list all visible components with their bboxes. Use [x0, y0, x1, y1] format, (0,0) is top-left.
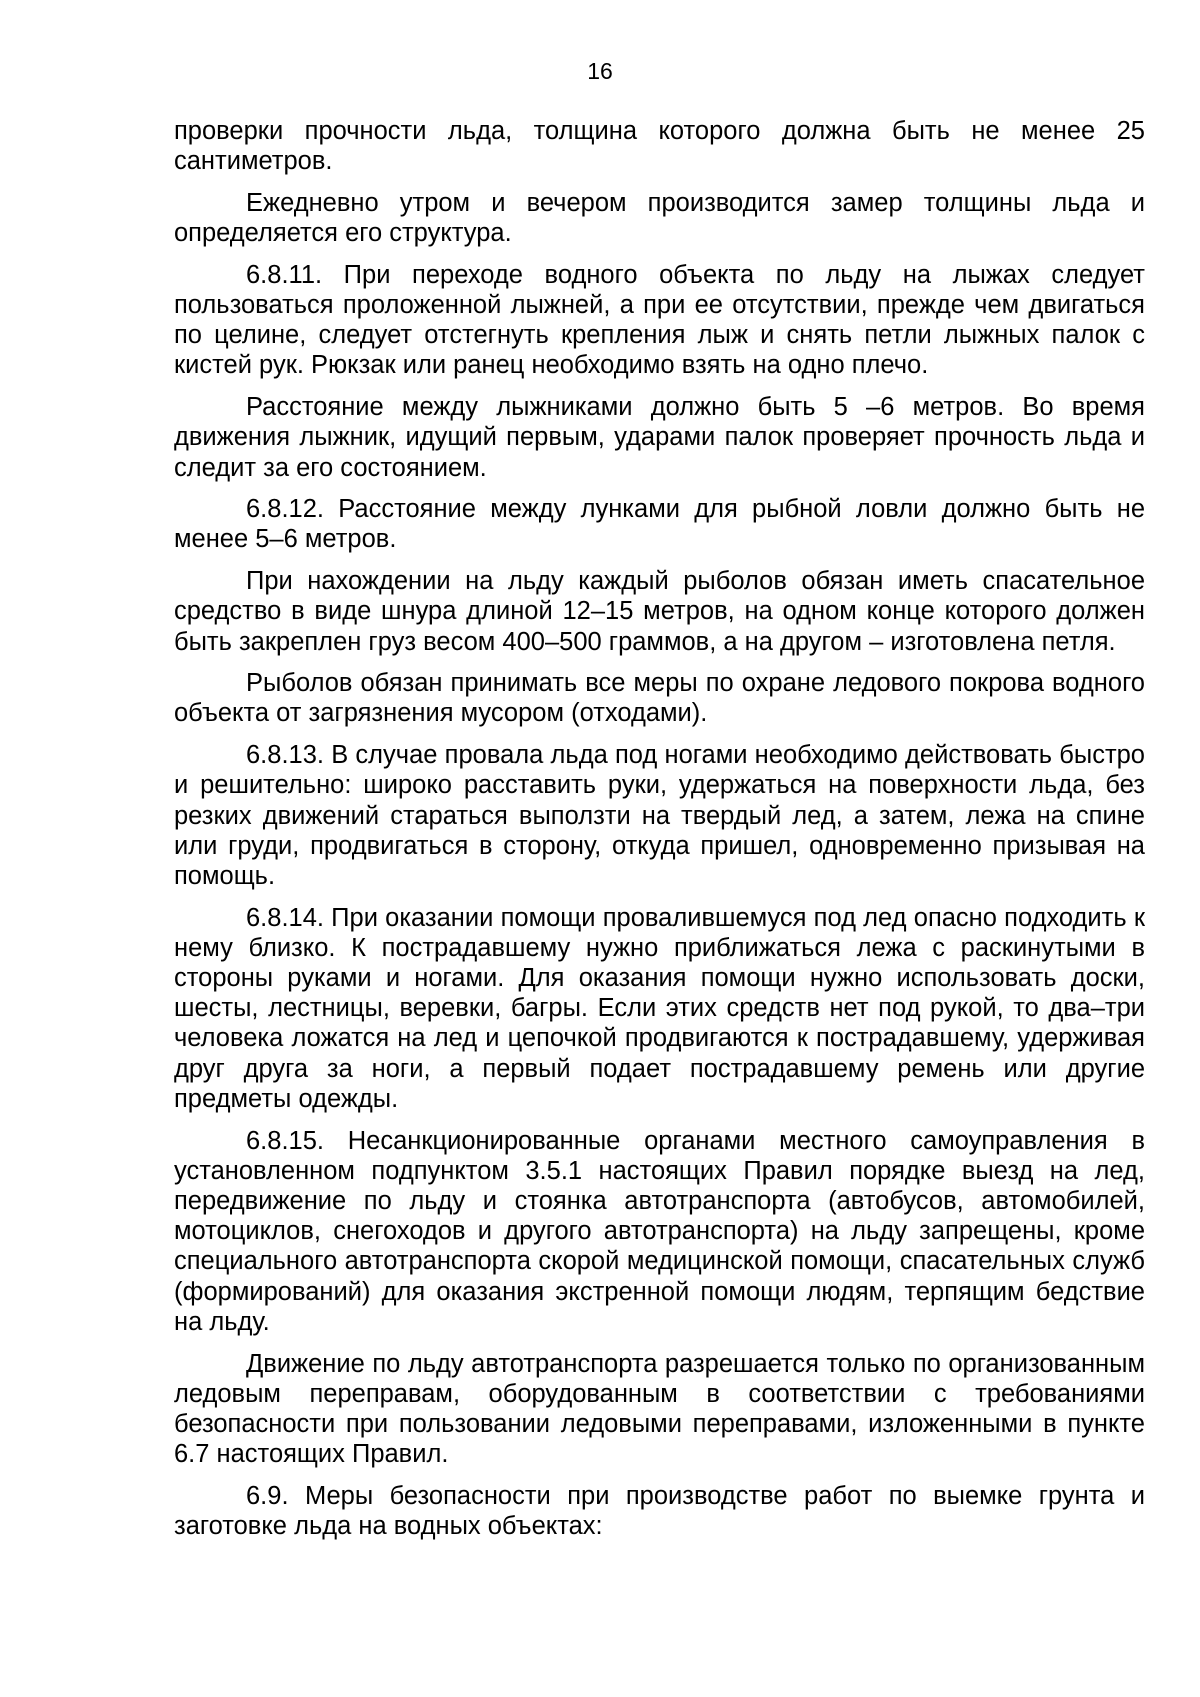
paragraph-continuation: проверки прочности льда, толщина которого должна быть не менее 25 сантиметров. [174, 117, 1145, 176]
paragraph-skier-distance: Расстояние между лыжниками должно быть 5 –6 метров. Во время движения лыжник, идущий первым, ударами палок проверяет прочность льда и следит за его состоянием. [174, 393, 1145, 482]
paragraph-6-8-14: 6.8.14. При оказании помощи провалившемуся под лед опасно подходить к нему близко. К пострадавшему нужно приближаться лежа с раскинутыми в стороны руками и ногами. Для оказания помощи нужно использовать доски, шесты, лестницы, веревки, багры. Если этих средств нет под рукой, то два–три человека ложатся на лед и цепочкой продвигаются к пострадавшему, удерживая друг друга за ноги, а первый подает пострадавшему ремень или другие предметы одежды. [174, 903, 1145, 1113]
paragraph-6-8-13: 6.8.13. В случае провала льда под ногами необходимо действовать быстро и решительно: широко расставить руки, удержаться на поверхности льда, без резких движений стараться выползти на твердый лед, а затем, лежа на спине или груди, продвигаться в сторону, откуда пришел, одновременно призывая на помощь. [174, 741, 1145, 890]
document-body [174, 116, 1145, 1553]
paragraph-6-8-11: 6.8.11. При переходе водного объекта по льду на лыжах следует пользоваться проложенной лыжней, а при ее отсутствии, прежде чем двигаться по целине, следует отстегнуть крепления лыж и снять петли лыжных палок с кистей рук. Рюкзак или ранец необходимо взять на одно плечо. [174, 260, 1145, 380]
paragraph-6-8-15: 6.8.15. Несанкционированные органами местного самоуправления в установленном подпунктом 3.5.1 настоящих Правил порядке выезд на лед, передвижение по льду и стоянка автотранспорта (автобусов, автомобилей, мотоциклов, снегоходов и другого автотранспорта) на льду запрещены, кроме специального автотранспорта скорой медицинской помощи, спасательных служб (формирований) для оказания экстренной помощи людям, терпящим бедствие на льду. [174, 1126, 1145, 1336]
paragraph-ice-protection: Рыболов обязан принимать все меры по охране ледового покрова водного объекта от загрязнения мусором (отходами). [174, 669, 1145, 728]
paragraph-ice-measurement: Ежедневно утром и вечером производится замер толщины льда и определяется его структура. [174, 188, 1145, 248]
paragraph-6-8-12: 6.8.12. Расстояние между лунками для рыбной ловли должно быть не менее 5–6 метров. [174, 495, 1145, 554]
paragraph-6-9: 6.9. Меры безопасности при производстве работ по выемке грунта и заготовке льда на водных объектах: [174, 1481, 1145, 1541]
paragraph-vehicle-movement: Движение по льду автотранспорта разрешается только по организованным ледовым переправам, оборудованным в соответствии с требованиями безопасности при пользовании ледовыми переправами, изложенными в пункте 6.7 настоящих Правил. [174, 1349, 1145, 1469]
page-number: 16 [587, 58, 613, 84]
paragraph-rescue-cord: При нахождении на льду каждый рыболов обязан иметь спасательное средство в виде шнура длиной 12–15 метров, на одном конце которого должен быть закреплен груз весом 400–500 граммов, а на другом – изготовлена петля. [174, 567, 1145, 656]
